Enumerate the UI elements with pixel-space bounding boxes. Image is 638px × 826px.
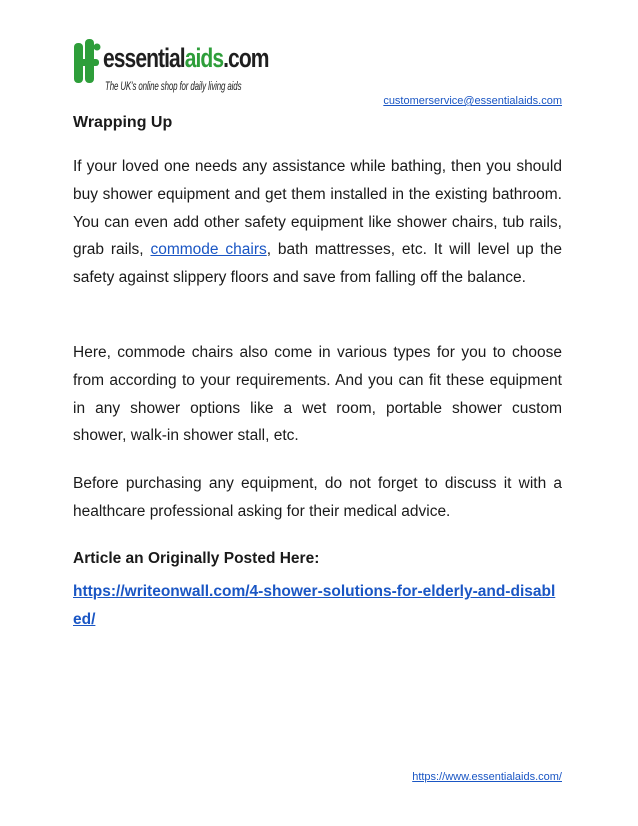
source-label: Article an Originally Posted Here: (73, 550, 320, 567)
paragraph-1-text-start: If your loved one needs any assistance while bathing, then you should buy shower equipment and get them installed in the existing bathroom. You can even add other safety equipment like shower chairs, tub rails, grab rails, (73, 158, 562, 259)
source-url-link[interactable]: https://writeonwall.com/4-shower-solutions-for-elderly-and-disabled/ (73, 583, 556, 628)
logo-tagline: The UK's online shop for daily living aids (105, 79, 242, 93)
footer-website-link[interactable]: https://www.essentialaids.com/ (412, 771, 562, 783)
paragraph-1 (73, 153, 562, 292)
paragraph-3: Before purchasing any equipment, do not forget to discuss it with a healthcare professional asking for their medical advice. (73, 475, 562, 520)
email-link[interactable]: customerservice@essentialaids.com (383, 95, 562, 107)
logo-mark-icon (73, 39, 101, 87)
brand-logo[interactable] (73, 37, 269, 99)
paragraph-1-text-end: , bath mattresses, etc. It will level up the safety against slippery floors and save from falling off the balance. (73, 241, 562, 287)
logo-wordmark: essentialaids.com (103, 43, 269, 73)
commode-chairs-link[interactable]: commode chairs (150, 241, 267, 259)
paragraph-2: Here, commode chairs also come in various types for you to choose from according to your requirements. And you can fit these equipment in any shower options like a wet room, portable shower custom shower, walk-in shower stall, etc. (73, 344, 562, 445)
section-heading: Wrapping Up (73, 114, 173, 131)
